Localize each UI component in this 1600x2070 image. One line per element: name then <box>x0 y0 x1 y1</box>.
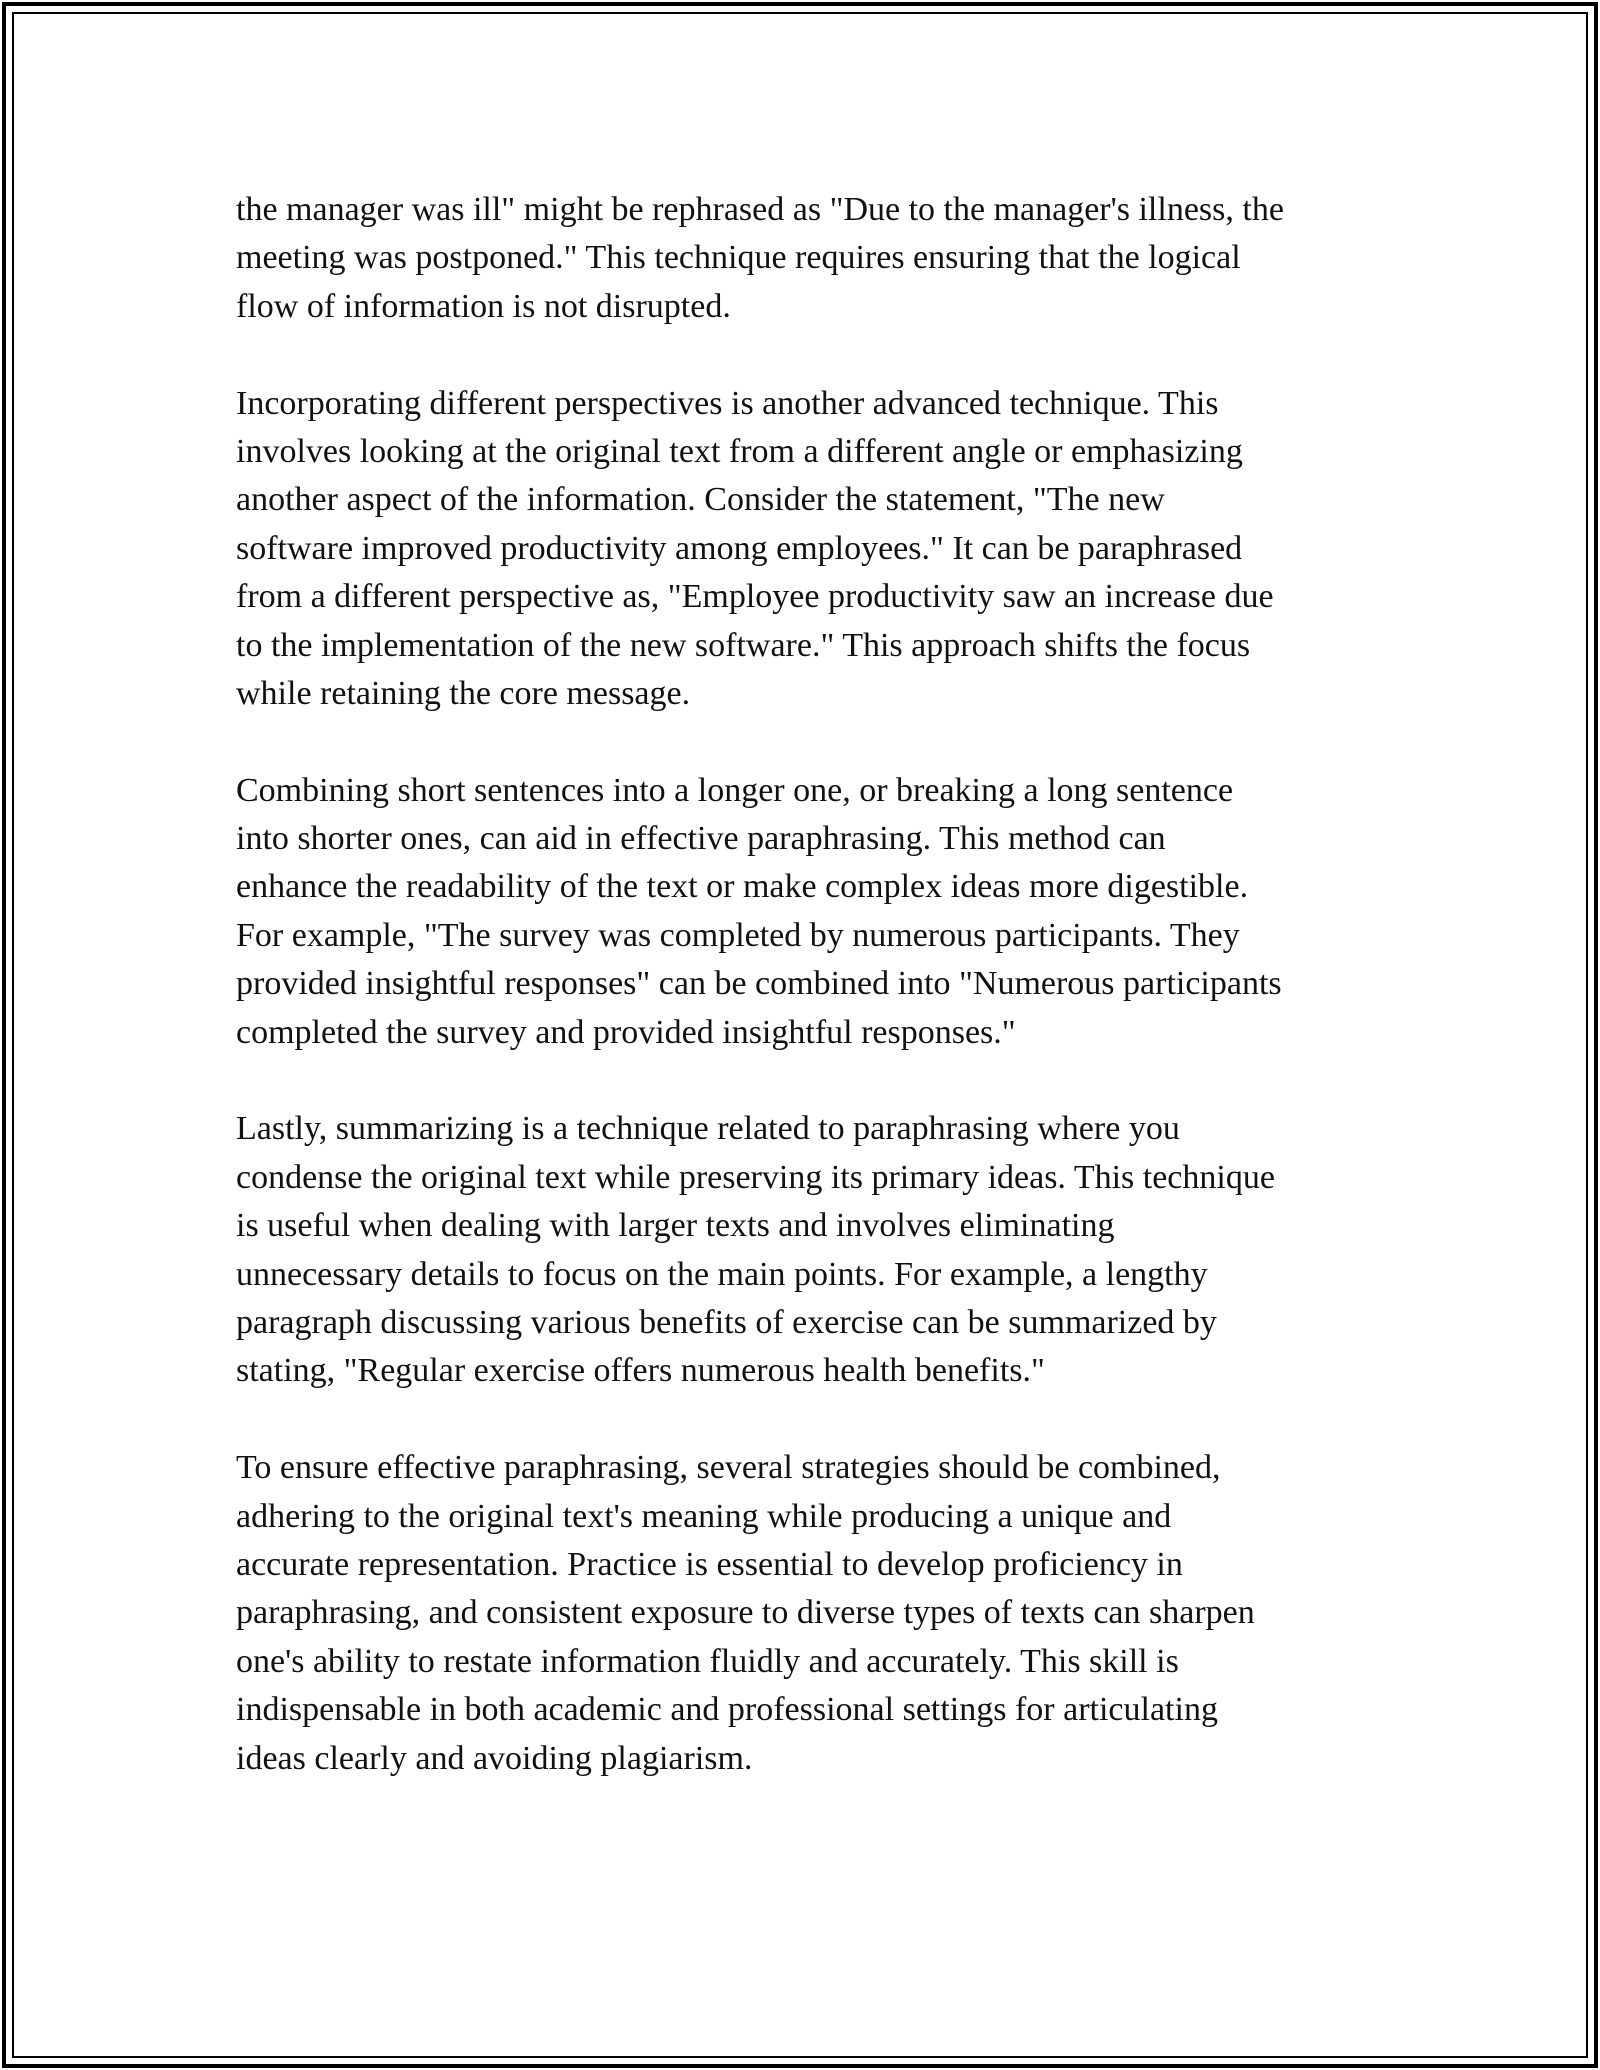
text-line: accurate representation. Practice is essential to develop proficiency in <box>236 1545 1183 1583</box>
text-line: enhance the readability of the text or make complex ideas more digestible. <box>236 868 1249 906</box>
text-line: unnecessary details to focus on the main points. For example, a lengthy <box>236 1255 1208 1293</box>
text-line: Lastly, summarizing is a technique related to paraphrasing where you <box>236 1110 1180 1148</box>
text-line: Incorporating different perspectives is another advanced technique. This <box>236 384 1219 422</box>
paragraph-3 <box>236 767 1386 1057</box>
text-line: another aspect of the information. Consider the statement, "The new <box>236 481 1165 519</box>
text-line: indispensable in both academic and professional settings for articulating <box>236 1691 1218 1729</box>
text-line: ideas clearly and avoiding plagiarism. <box>236 1739 753 1777</box>
text-line: flow of information is not disrupted. <box>236 287 731 325</box>
text-line: one's ability to restate information fluidly and accurately. This skill is <box>236 1642 1179 1680</box>
paragraph-5 <box>236 1444 1386 1783</box>
paragraph-2 <box>236 380 1386 719</box>
text-line: software improved productivity among employees." It can be paraphrased <box>236 529 1243 567</box>
text-line: is useful when dealing with larger texts and involves eliminating <box>236 1207 1115 1245</box>
text-line: For example, "The survey was completed by numerous participants. They <box>236 916 1240 954</box>
text-line: To ensure effective paraphrasing, several strategies should be combined, <box>236 1449 1221 1487</box>
text-line: paragraph discussing various benefits of exercise can be summarized by <box>236 1303 1217 1341</box>
paragraph-1 <box>236 186 1386 331</box>
document-body <box>236 186 1386 1831</box>
text-line: while retaining the core message. <box>236 674 691 712</box>
text-line: into shorter ones, can aid in effective paraphrasing. This method can <box>236 820 1166 858</box>
text-line: from a different perspective as, "Employee productivity saw an increase due <box>236 578 1274 616</box>
text-line: paraphrasing, and consistent exposure to diverse types of texts can sharpen <box>236 1594 1255 1632</box>
text-line: condense the original text while preserving its primary ideas. This technique <box>236 1158 1275 1196</box>
text-line: provided insightful responses" can be combined into "Numerous participants <box>236 965 1282 1003</box>
paragraph-4 <box>236 1105 1386 1395</box>
text-line: the manager was ill" might be rephrased as "Due to the manager's illness, the <box>236 191 1284 228</box>
text-line: meeting was postponed." This technique requires ensuring that the logical <box>236 239 1241 277</box>
text-line: adhering to the original text's meaning while producing a unique and <box>236 1497 1172 1535</box>
text-line: stating, "Regular exercise offers numerous health benefits." <box>236 1352 1045 1390</box>
text-line: involves looking at the original text from a different angle or emphasizing <box>236 432 1243 470</box>
text-line: Combining short sentences into a longer one, or breaking a long sentence <box>236 771 1234 809</box>
text-line: completed the survey and provided insightful responses." <box>236 1013 1016 1051</box>
text-line: to the implementation of the new software." This approach shifts the focus <box>236 626 1251 664</box>
